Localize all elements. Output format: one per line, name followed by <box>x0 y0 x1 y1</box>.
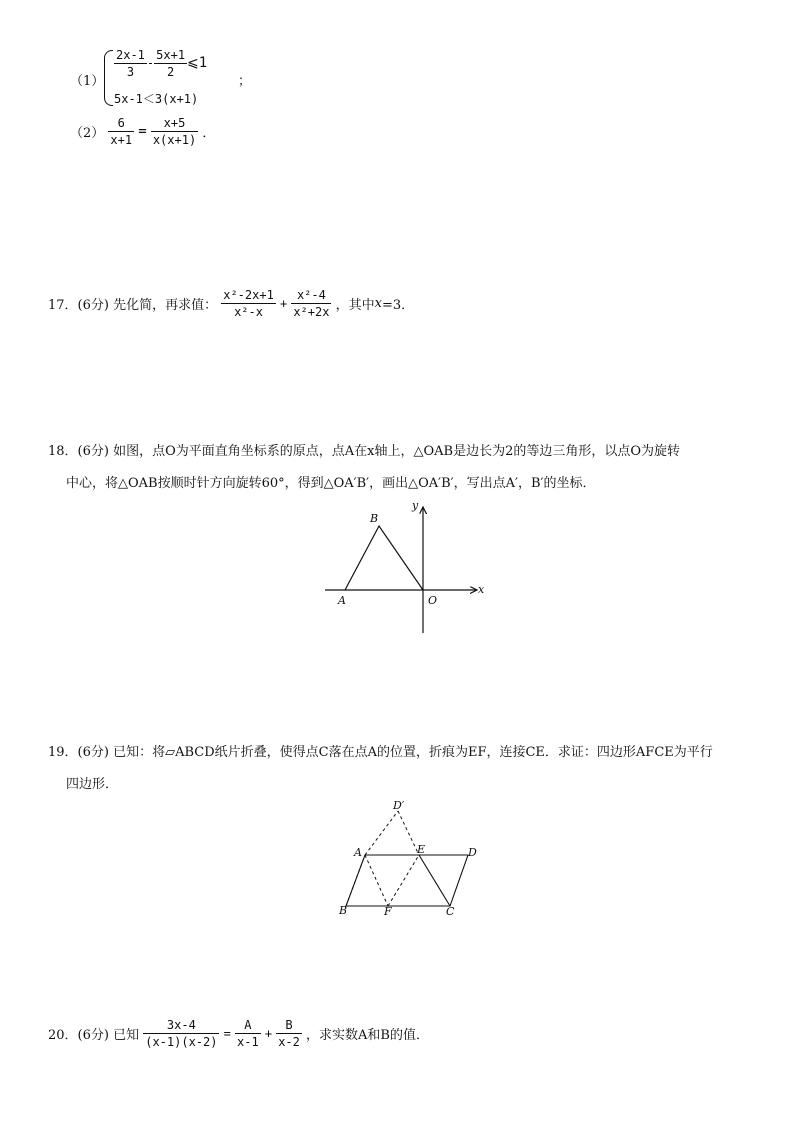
segment-EC <box>419 855 450 906</box>
question-20: 20．(6分) 已知 $\frac{3x-4}{(x-1)(x-2)}$ = $\frac{A}{x-1}$ + $\frac{B}{x-2}$ ，求实数A和B的值． <box>48 1018 429 1049</box>
parallelogram-ABCD <box>346 855 468 906</box>
fraction: $\frac{5x+1}{2}$ <box>156 48 186 79</box>
label-A: A <box>354 846 362 859</box>
fraction: $\frac{B}{x-2}$ <box>278 1018 300 1049</box>
q18-figure <box>320 495 490 640</box>
inequality-1: $\frac{2x-1}{3}$ - $\frac{5x+1}{2}$ ⩽1 <box>116 48 208 79</box>
label-A: A <box>338 594 346 607</box>
q19-line2: 四边形． <box>66 777 119 792</box>
q20-prefix: 20．(6分) 已知 <box>48 1028 140 1043</box>
fraction: $\frac{3x-4}{(x-1)(x-2)}$ <box>145 1018 218 1049</box>
q19-line1: 19．(6分) 已知：将▱ABCD纸片折叠，使得点C落在点A的位置，折痕为EF，连接CE．求证：四边形AFCE为平行 <box>48 745 713 760</box>
inequality-2: 5x-1＜3(x+1) <box>114 92 199 106</box>
fraction: $\frac{6}{x+1}$ <box>110 116 133 147</box>
part1-label: （1） <box>70 74 105 89</box>
fraction: $\frac{2x-1}{3}$ <box>116 48 145 79</box>
part2: （2） $\frac{6}{x+1}$ = $\frac{x+5}{x(x+1)}$ ． <box>70 116 216 147</box>
label-B: B <box>370 512 379 525</box>
q19-figure <box>330 798 490 920</box>
label-x: x <box>478 583 485 596</box>
label-O: O <box>428 594 438 607</box>
q18-line1: 18．(6分) 如图，点O为平面直角坐标系的原点，点A在x轴上，△OAB是边长为2的等边三角形，以点O为旋转 <box>48 444 680 459</box>
fraction: $\frac{A}{x-1}$ <box>237 1018 259 1049</box>
fraction: $\frac{\text{x²-4}}{\text{x²+2x}}$ <box>293 288 330 319</box>
q17-prefix: 17．(6分) 先化简，再求值： <box>48 298 218 313</box>
fraction: $\frac{\text{x²-2x+1}}{\text{x²-x}}$ <box>223 288 274 319</box>
label-y: y <box>412 499 419 512</box>
system-brace <box>104 48 114 108</box>
fraction: $\frac{x+5}{x(x+1)}$ <box>152 116 197 147</box>
part2-label: （2） <box>70 126 105 141</box>
label-B: B <box>339 904 348 917</box>
q18-line2: 中心，将△OAB按顺时针方向旋转60°，得到△OA′B′，画出△OA′B′，写出点A′，B′的坐标． <box>66 476 596 491</box>
triangle-OAB <box>345 526 423 590</box>
label-D-prime: D′ <box>393 799 405 812</box>
question-17: 17．(6分) 先化简，再求值： $\frac{\text{x²-2x+1}}{\text{x²-x}}$ + $\frac{\text{x²-4}}{\text{x²+2x}}$ ，其中x=3． <box>48 288 415 319</box>
label-D: D <box>468 846 477 859</box>
label-E: E <box>417 843 426 856</box>
part1 <box>70 48 270 110</box>
part1-end: ； <box>238 74 252 89</box>
label-F: F <box>384 905 392 918</box>
label-C: C <box>446 905 455 918</box>
